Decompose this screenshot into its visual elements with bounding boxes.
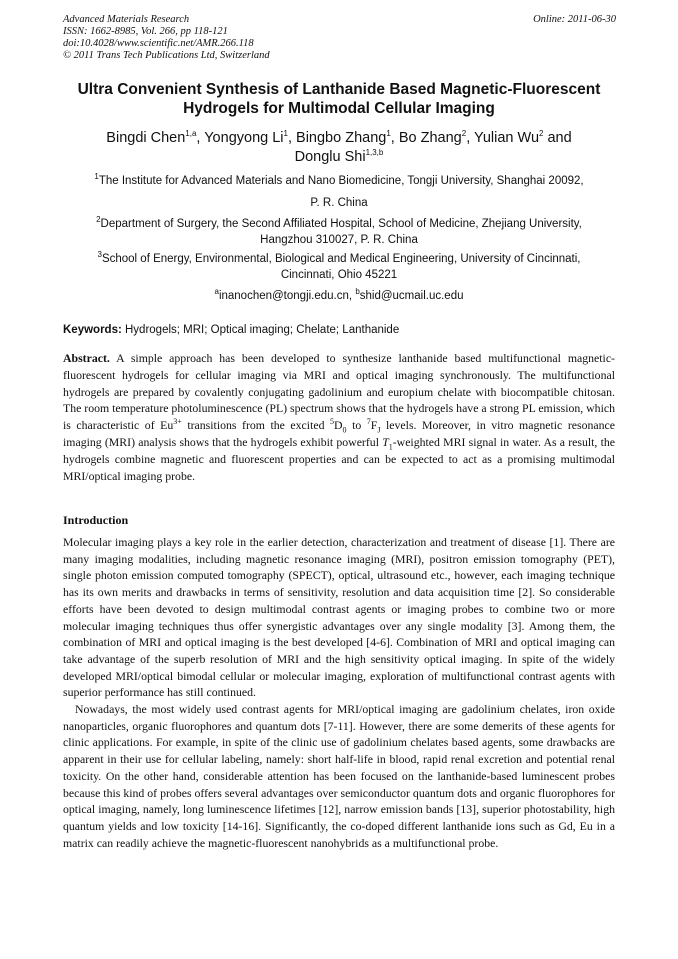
keywords-label: Keywords:: [63, 324, 122, 336]
journal-name: Advanced Materials Research: [63, 14, 190, 25]
email-a[interactable]: inanochen@tongji.edu.cn,: [218, 290, 353, 302]
keywords-text: Hydrogels; MRI; Optical imaging; Chelate; Lanthanide: [125, 324, 400, 336]
author-2: Yongyong Li$^1$,: [204, 129, 297, 146]
author-emails: $^a$inanochen@tongji.edu.cn, $^b$shid@ucmail.uc.edu: [214, 287, 464, 302]
paper-title: [60, 80, 618, 118]
copyright-line: © 2011 Trans Tech Publications Ltd, Switzerland: [63, 50, 270, 61]
affiliation-1: $^1$The Institute for Advanced Materials and Nano Biomedicine, Tongji University, Shanghai 20092, P. R. China: [94, 172, 584, 209]
author-3: Bingbo Zhang$^1$,: [296, 129, 399, 146]
section-heading-introduction: Introduction: [63, 513, 129, 527]
online-date: Online: 2011-06-30: [533, 14, 616, 25]
title-line-1: Ultra Convenient Synthesis of Lanthanide Based Magnetic-Fluorescent: [77, 81, 601, 98]
abstract-label: Abstract.: [63, 351, 110, 365]
abstract: Abstract. A simple approach has been developed to synthesize lanthanide based multifunctional magnetic-fluorescent hydrogels for cellular imaging via MRI and optical imaging synchronously. The multifunctional hydrogels are prepared by covalently conjugating gadolinium and europium chelate with biocompatible chitosan. The room temperature photoluminescence (PL) spectrum shows that the hydrogels have a strong PL emission, which is characteristic of $Eu^{3+}$ transitions from the excited $^5D_0$ to $^7F_J$ levels. Moreover, in vitro magnetic resonance imaging (MRI) analysis shows that the hydrogels exhibit powerful $T_1$-weighted MRI signal in water. As a result, the hydrogels combine magnetic and fluorescent properties and can be expected to act as a promising multimodal MRI/optical imaging probe.: [63, 351, 616, 483]
intro-paragraph-1: Molecular imaging plays a key role in the earlier detection, characterization and treatment of disease [1]. There are many imaging modalities, including magnetic resonance imaging (MRI), positron emission tomography (PET), single photon emission computed tomography (SPECT), optical, ultrasound etc., however, each imaging technique has its own merits and drawbacks in terms of sensitivity, resolution and data acquisition time [2]. So considerable efforts have been devoted to design multimodal contrast agents or imaging probes to combine two or more molecular imaging techniques thus offer synergistic advantages over any single modality [3]. Among them, the combination of MRI and optical imaging is the best developed [4-6]. Combination of MRI and optical imaging can take advantage of the superb resolution of MRI and the high sensitivity optical imaging. In spite of the widely developed MRI/optical bimodal cellular or molecular imaging, exploration of multifunctional contrast agents with superior performance has still continued.: [63, 535, 615, 700]
introduction-body: [63, 534, 615, 851]
author-4: Bo Zhang$^2$,: [398, 129, 474, 146]
keywords: [63, 323, 615, 338]
affiliation-2: $^2$Department of Surgery, the Second Affiliated Hospital, School of Medicine, Zhejiang University, Hangzhou 310027, P. R. China: [96, 215, 582, 246]
title-line-2: Hydrogels for Multimodal Cellular Imaging: [183, 100, 495, 117]
issn-line: ISSN: 1662-8985, Vol. 266, pp 118-121: [63, 26, 228, 37]
author-list: [60, 129, 618, 167]
journal-header: [63, 14, 270, 62]
doi-line: doi:10.4028/www.scientific.net/AMR.266.118: [63, 38, 254, 49]
author-5: Yulian Wu$^2$ and: [473, 129, 572, 146]
intro-paragraph-2: Nowadays, the most widely used contrast agents for MRI/optical imaging are gadolinium chelates, iron oxide nanoparticles, organic fluorophores and quantum dots [7-11]. However, there are some demerits of these agents for clinic applications. For example, in spite of the clinic use of gadolinium chelates based agents, some drawbacks are apparent in their use for cellular labeling, namely: short half-life in blood, rapid renal excretion and potential renal toxicity. On the other hand, considerable attention has been focused on the lanthanide-based luminescent probes because this kind of probes offers several advantages over semiconductor quantum dots and organic fluorophores for optical imaging, namely, long luminescence lifetimes [12], narrow emission bands [13], superior photostability, high quantum yields and low toxicity [14-16]. Significantly, the co-doped different lanthanide ions such as Gd, Eu in a matrix can readily achieve the magnetic-fluorescent nanohybrids as a multifunctional probe.: [63, 702, 615, 850]
email-b[interactable]: shid@ucmail.uc.edu: [359, 290, 464, 302]
author-6: Donglu Shi$^{1,3,b}$: [294, 148, 384, 165]
author-1: Bingdi Chen$^{1,a}$,: [106, 129, 205, 146]
affiliation-3: $^3$School of Energy, Environmental, Biological and Medical Engineering, University of Cincinnati, Cincinnati, Ohio 45221: [97, 250, 581, 281]
